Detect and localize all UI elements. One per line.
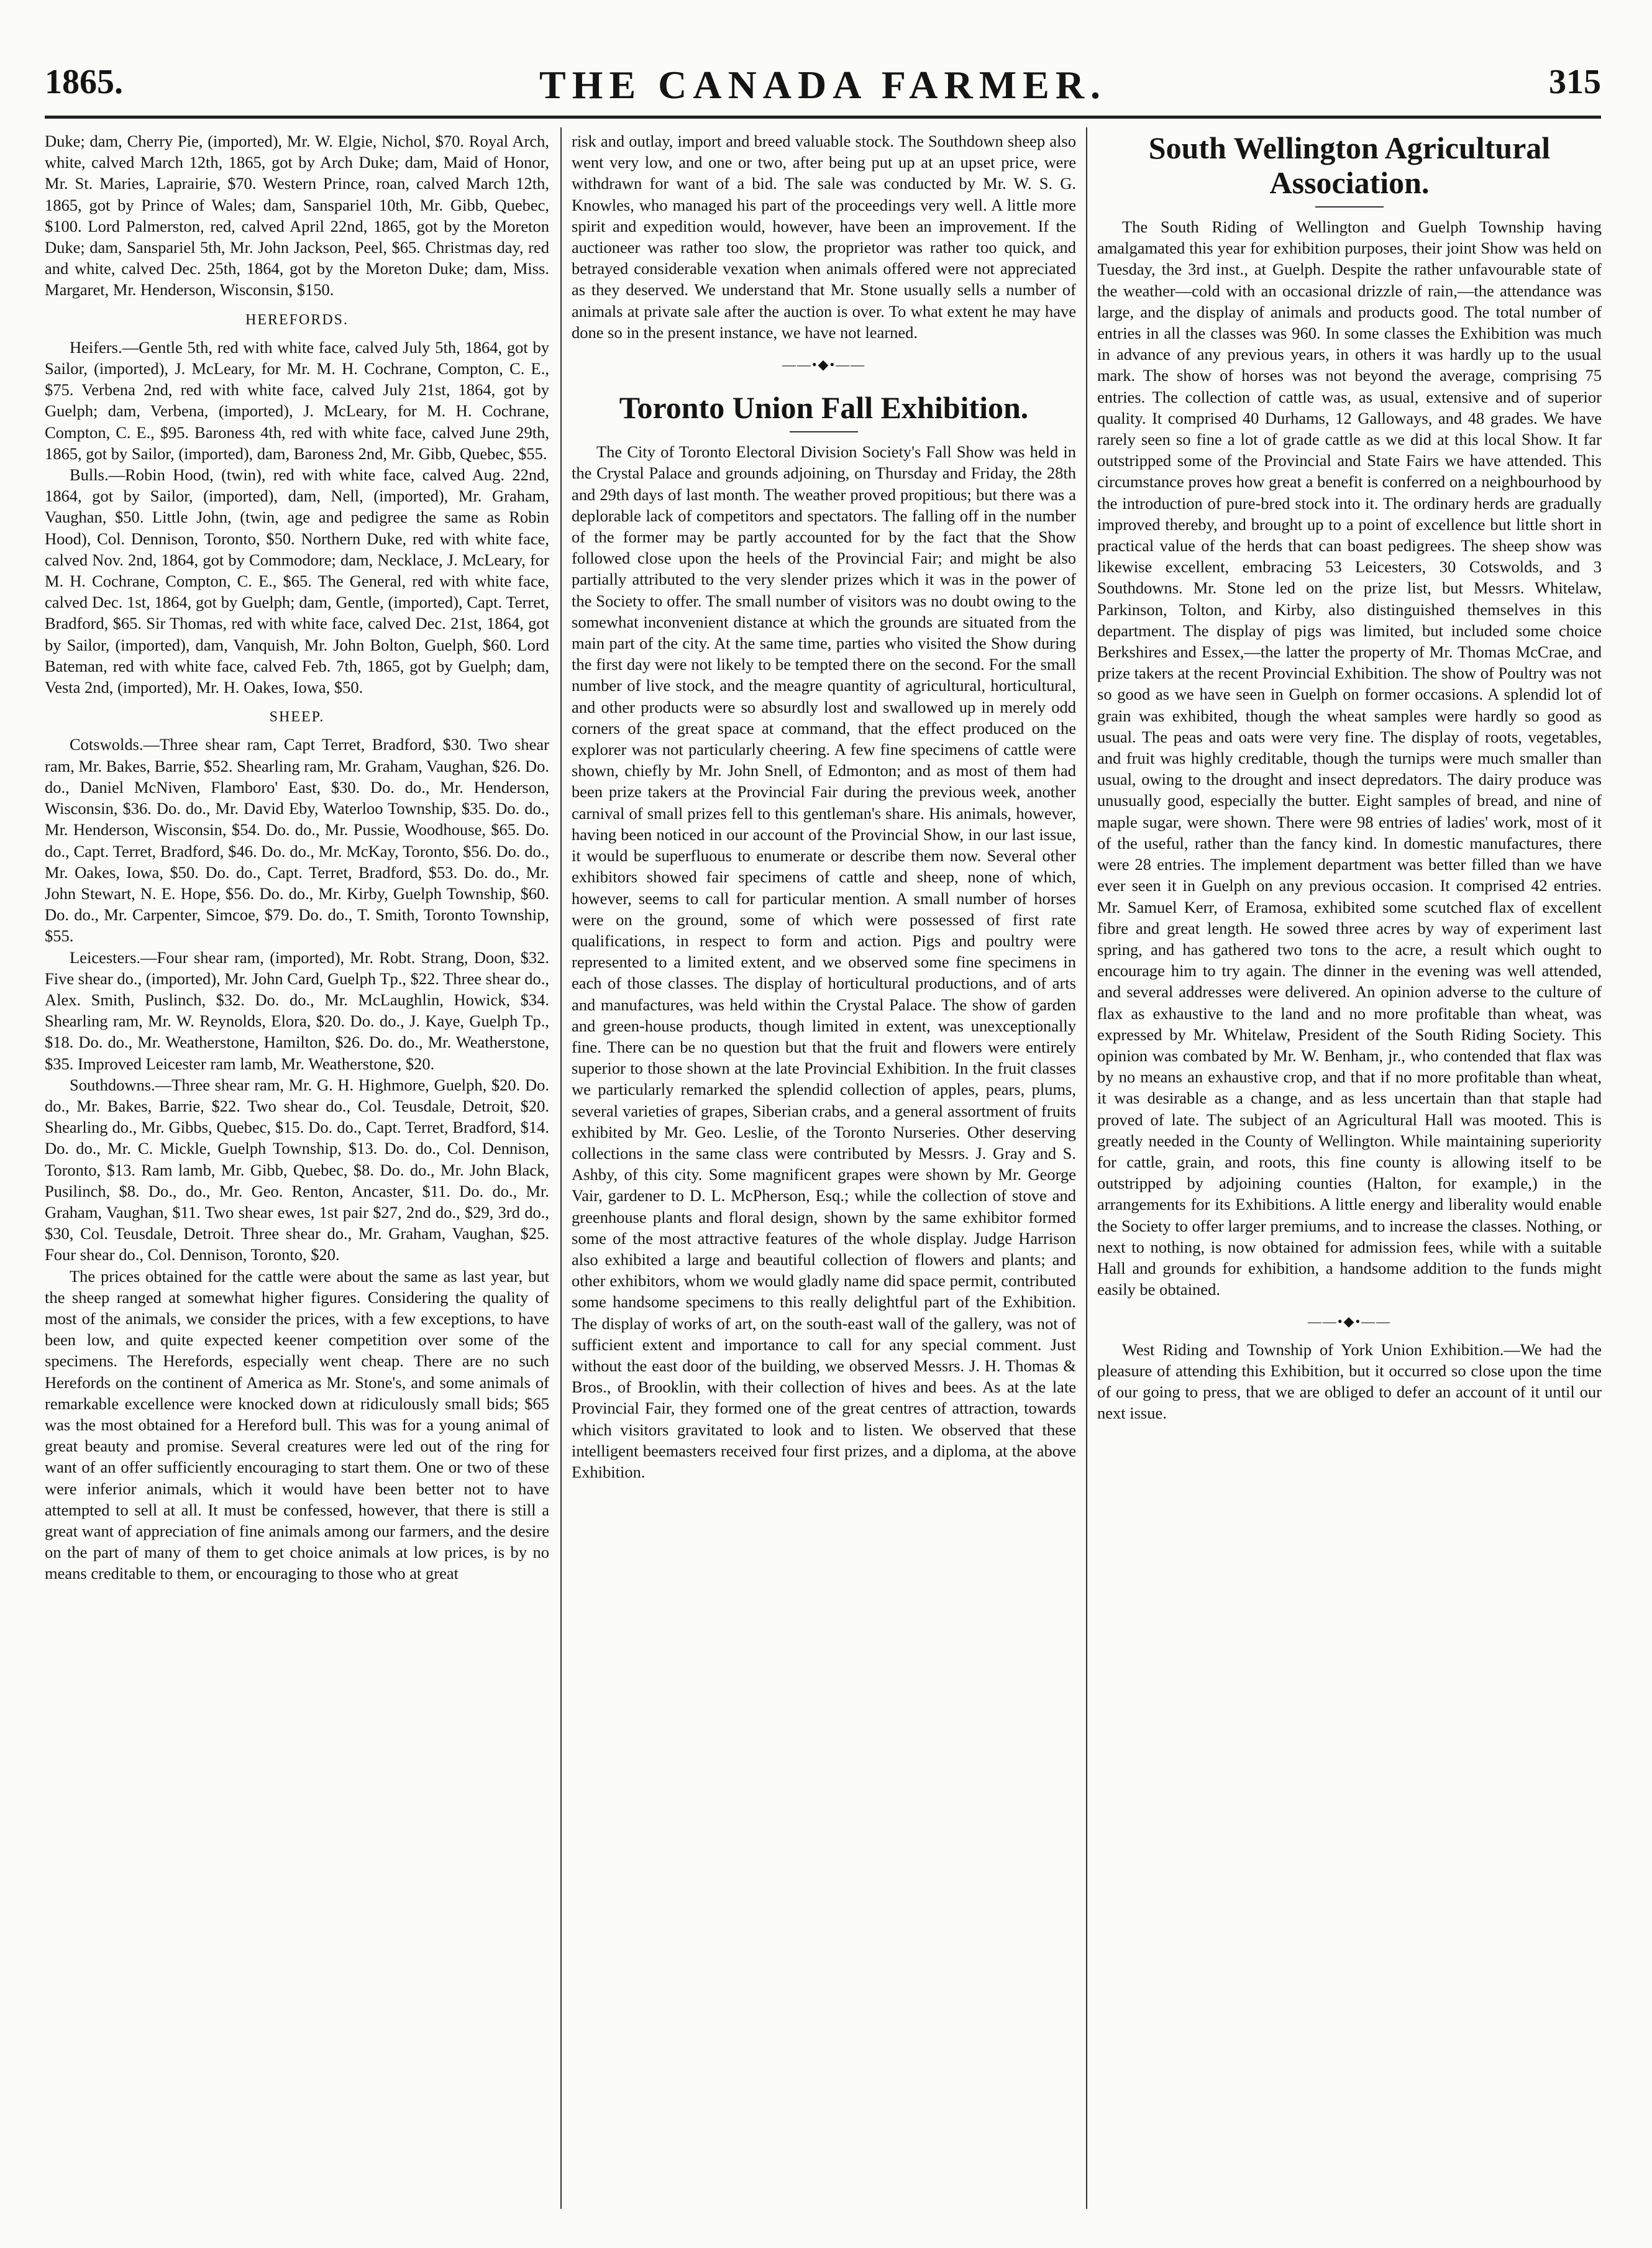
paragraph: West Riding and Township of York Union Exhibition.—We had the pleasure of attending this Exhibition, but it occurred so close upon the time of our going to press, that we are obliged to defer an account of it until our next issue. xyxy=(1097,1340,1602,1423)
paragraph: The City of Toronto Electoral Division Society's Fall Show was held in the Crystal Palace and grounds adjoining, on Thursday and Friday, the 28th and 29th days of last month. The weather proved propitious; but there was a deplorable lack of competitors and spectators. The falling off in the number of the former may be partly accounted for by the fact that the Show followed close upon the heels of the Provincial Fair; and might be also partially attributed to the very slender prizes which it was in the power of the Society to offer. The small number of visitors was no doubt owing to the somewhat inconvenient distance at which the grounds are situated from the main part of the city. At the same time, parties who visited the Show during the first day were not likely to be tempted there on the second. For the small number of live stock, and the meagre quantity of agricultural, horticultural, and other products were so absurdly lost and swallowed up in merely odd corners of the great space at command, that the effect produced on the explorer was not particularly cheering. A few fine specimens of cattle were shown, chiefly by Mr. John Snell, of Edmonton; and as most of them had been prize takers at the Provincial Fair during the previous week, another carnival of small prizes fell to this gentleman's share. His animals, however, having been noticed in our account of the Provincial Show, in our last issue, it would be superfluous to enumerate or describe them now. Several other exhibitors showed fair specimens of cattle and sheep, none of which, however, seems to call for particular mention. A small number of horses were on the ground, some of which were possessed of first rate qualifications, in respect to form and action. Pigs and poultry were represented to a limited extent, and we observed some fine specimens in each of those classes. The display of horticultural productions, and of arts and manufactures, was held within the Crystal Palace. The show of garden and green-house products, though limited in extent, was unexceptionally fine. There can be no question but that the fruit and flowers were entirely superior to those shown at the late Provincial Exhibition. In the fruit classes we particularly remarked the splendid collection of apples, pears, plums, several varieties of grapes, Siberian crabs, and a general assortment of fruits exhibited by Mr. Geo. Leslie, of the Toronto Nurseries. Other deserving collections in the same class were contributed by Messrs. J. Gray and S. Ashby, of this city. Some magnificent grapes were shown by Mr. George Vair, gardener to D. L. McPherson, Esq.; while the collection of stove and greenhouse plants and floral design, shown by the same exhibitor formed some of the most attractive features of the whole display. Judge Harrison also exhibited a large and beautiful collection of flowers and plants; and other exhibitors, whom we would gladly name did space permit, contributed some handsome specimens to this really delightful part of the Exhibition. The display of works of art, on the south-east wall of the gallery, was not of sufficient extent and importance to call for any special comment. Just without the east door of the building, we observed Messrs. J. H. Thomas & Bros., of Brooklin, with their collection of hives and bees. As at the late Provincial Fair, they formed one of the great centres of attraction, towards which visitors gravitated to look and to listen. We observed that these intelligent beemasters received four first prizes, and a diploma, at the above Exhibition. xyxy=(572,442,1076,1481)
paragraph: Southdowns.—Three shear ram, Mr. G. H. Highmore, Guelph, $20. Do. do., Mr. Bakes, Barrie, $22. Two shear do., Col. Teusdale, Detroit, $20. Shearling do., Mr. Gibbs, Quebec, $15. Do. do., Capt. Terret, Bradford, $14. Do. do., Mr. C. Mickle, Guelph Township, $13. Do. do., Col. Dennison, Toronto, $13. Ram lamb, Mr. Gibb, Quebec, $8. Do. do., Mr. John Black, Pusilinch, $8. Do., do., Mr. Geo. Renton, Ancaster, $11. Do. do., Mr. Graham, Vaughan, $11. Two shear ewes, 1st pair $27, 2nd do., $29, 3rd do., $30, Col. Teusdale, Detroit. Three shear do., Mr. Graham, Vaughan, $25. Four shear do., Col. Dennison, Toronto, $20. xyxy=(45,1075,549,1264)
paragraph: risk and outlay, import and breed valuable stock. The Southdown sheep also went very low, and one or two, after being put up at an upset price, were withdrawn for want of a bid. The sale was conducted by Mr. W. S. G. Knowles, who managed his part of the proceedings very well. A little more spirit and expedition would, however, have been an improvement. If the auctioneer was rather too slow, the proprietor was rather too quick, and betrayed considerable vexation when animals offered were not appreciated as they deserved. We understand that Mr. Stone usually sells a number of animals at private sale after the auction is over. To what extent he may have done so in the present instance, we have not learned. xyxy=(572,132,1076,342)
column-divider xyxy=(560,127,562,2209)
paragraph: The prices obtained for the cattle were about the same as last year, but the sheep ranged at somewhat higher figures. Considering the quality of most of the animals, we consider the prices, with a few exceptions, to have been low, and quite expected keener competition over some of the specimens. The Herefords, especially went cheap. There are no such Herefords on the continent of America as Mr. Stone's, and some animals of remarkable excellence were knocked down at ridiculously small bids; $65 was the most obtained for a Hereford bull. This was for a young animal of great beauty and promise. Several creatures were led out of the ring for want of an offer sufficiently encouraging to start them. One or two of these were inferior animals, which it would have been better not to have attempted to sell at all. It must be confessed, however, that there is still a great want of appreciation of fine animals among our farmers, and the desire on the part of many of them to get choice animals at low prices, is by no means creditable to them, or encouraging to those who at great xyxy=(45,1266,549,1583)
ornamental-divider: ——•◆•—— xyxy=(782,357,866,373)
paragraph: Leicesters.—Four shear ram, (imported), Mr. Robt. Strang, Doon, $32. Five shear do., (imported), Mr. John Card, Guelph Tp., $22. Three shear do., Alex. Smith, Puslinch, $32. Do. do., Mr. McLaughlin, Howick, $34. Shearling ram, Mr. W. Reynolds, Elora, $20. Do. do., J. Kaye, Guelph Tp., $18. Do. do., Mr. Weatherstone, Hamilton, $26. Do. do., Mr. Weatherstone, $35. Improved Leicester ram lamb, Mr. Weatherstone, $20. xyxy=(45,948,549,1073)
ornamental-divider: ——•◆•—— xyxy=(1307,1314,1392,1330)
section-subhead-herefords: HEREFORDS. xyxy=(245,311,349,328)
column-2 xyxy=(572,130,1076,2206)
paragraph: The South Riding of Wellington and Guelph Township having amalgamated this year for exhibition purposes, their joint Show was held on Tuesday, the 3rd inst., at Guelph. Despite the rather unfavourable state of the weather—cold with an occasional drizzle of rain,—the attendance was large, and the display of animals and products good. The total number of entries in all the classes was 960. In some classes the Exhibition was much in advance of any previous years, in others it was hardly up to the usual mark. The show of horses was not beyond the average, comprising 75 entries. The collection of cattle was, as usual, extensive and of superior quality. It comprised 40 Durhams, 12 Galloways, and 48 grades. We have rarely seen so fine a lot of grade cattle as we did at this local Show. It far outstripped some of the Provincial and State Fairs we have attended. This circumstance proves how great a benefit is conferred on a neighbourhood by the introduction of pure-bred stock into it. The ordinary herds are gradually improved thereby, and brought up to a point of excellence but little short in practical value of the herds that can boast pedigrees. The sheep show was likewise excellent, embracing 53 Leicesters, 30 Cotswolds, and 3 Southdowns. Mr. Stone led on the prize list, but Messrs. Whitelaw, Parkinson, Tolton, and Kirby, also distinguished themselves in this department. The display of pigs was limited, but included some choice Berkshires and Essex,—the latter the property of Mr. Thomas McCrae, and prize takers at the recent Provincial Exhibition. The show of Poultry was not so good as we have seen in Guelph on former occasions. A splendid lot of grain was exhibited, though the wheat samples were hardly so good as usual. The peas and oats were very fine. The display of roots, vegetables, and fruit was highly creditable, though the turnips were much smaller than usual, owing to the drought and insect depredators. The dairy produce was unusually good, especially the butter. Eight samples of bread, and nine of maple sugar, were shown. There were 98 entries of ladies' work, most of it of the useful, rather than the fancy kind. In domestic manufactures, there were 28 entries. The implement department was better filled than we have ever seen it in Guelph on any previous occasion. It comprised 42 entries. Mr. Samuel Kerr, of Eramosa, exhibited some scutched flax of excellent fibre and great length. He sowed three acres by way of experiment last spring, and has gathered two tons to the acre, a result which ought to encourage him to try again. The dinner in the evening was well attended, and several addresses were delivered. An opinion adverse to the culture of flax as exhaustive to the land and no more profitable than wheat, was expressed by Mr. Whitelaw, President of the South Riding Society. This opinion was combated by Mr. W. Benham, jr., who contended that flax was by no means an exhaustive crop, and that if no more profitable than wheat, it was desirable as a change, and as less uncertain than that staple had proved of late. The subject of an Agricultural Hall was mooted. This is greatly needed in the County of Wellington. While maintaining superiority for cattle, grain, and roots, this fine county is allowing itself to be outstripped by adjoining counties (Halton, for example,) in the arrangements for its Exhibitions. A little energy and liberality would enable the Society to offer larger premiums, and to increase the classes. Nothing, or next to nothing, is now obtained for admission fees, while with a suitable Hall and grounds for exhibition, a handsome addition to the funds might easily be obtained. xyxy=(1097,217,1602,1299)
paragraph: Bulls.—Robin Hood, (twin), red with white face, calved Aug. 22nd, 1864, got by Sailor, (imported), dam, Nell, (imported), Mr. Graham, Vaughan, $50. Little John, (twin, age and pedigree the same as Robin Hood), Col. Dennison, Toronto, $50. Northern Duke, red with white face, calved Nov. 2nd, 1864, got by Commodore; dam, Necklace, J. McLeary, for M. H. Cochrane, Compton, C. E., $65. The General, red with white face, calved Dec. 1st, 1864, got by Guelph; dam, Gentle, (imported), Capt. Terret, Bradford, $65. Sir Thomas, red with white face, calved Dec. 21st, 1864, got by Sailor, (imported), dam, Vanquish, Mr. John Bolton, Guelph, $60. Lord Bateman, red with white face, calved Feb. 7th, 1865, got by Guelph; dam, Vesta 2nd, (imported), Mr. H. Oakes, Iowa, $50. xyxy=(45,465,549,697)
article-heading: South Wellington Agricultural Association. xyxy=(1148,130,1551,200)
column-divider xyxy=(1086,127,1087,2209)
page-number: 315 xyxy=(1549,63,1601,101)
heading-rule xyxy=(1315,206,1384,208)
column-1 xyxy=(45,130,549,2206)
masthead-title: THE CANADA FARMER. xyxy=(539,63,1107,107)
paragraph: Cotswolds.—Three shear ram, Capt Terret, Bradford, $30. Two shear ram, Mr. Bakes, Barrie, $52. Shearling ram, Mr. Graham, Vaughan, $26. Do. do., Daniel McNiven, Flamboro' East, $30. Do. do., Mr. Henderson, Wisconsin, $36. Do. do., Mr. David Eby, Waterloo Township, $35. Do. do., Mr. Henderson, Wisconsin, $54. Do. do., Mr. Pussie, Woodhouse, $65. Do. do., Capt. Terret, Bradford, $46. Do. do., Mr. McKay, Toronto, $56. Do. do., Mr. Oakes, Iowa, $50. Do. do., Capt. Terret, Bradford, $53. Do. do., Mr. John Stewart, N. E. Hope, $56. Do. do., Mr. Kirby, Guelph Township, $60. Do. do., Mr. Carpenter, Simcoe, $79. Do. do., T. Smith, Toronto Township, $55. xyxy=(45,735,549,946)
masthead-rule xyxy=(45,116,1601,119)
article-heading: Toronto Union Fall Exhibition. xyxy=(619,390,1029,426)
heading-rule xyxy=(790,431,858,432)
masthead-year: 1865. xyxy=(45,63,123,101)
section-subhead-sheep: SHEEP. xyxy=(269,709,325,726)
paragraph: Heifers.—Gentle 5th, red with white face, calved July 5th, 1864, got by Sailor, (imported), J. McLeary, for Mr. M. H. Cochrane, Compton, C. E., $75. Verbena 2nd, red with white face, calved July 21st, 1864, got by Guelph; dam, Verbena, (imported), J. McLeary, for M. H. Cochrane, Compton, C. E., $95. Baroness 4th, red with white face, calved June 29th, 1865, got by Sailor, (imported), dam, Baroness 2nd, Mr. Gibb, Quebec, $55. xyxy=(45,337,549,463)
column-3 xyxy=(1097,130,1602,2206)
masthead xyxy=(45,62,1601,118)
paragraph: Duke; dam, Cherry Pie, (imported), Mr. W. Elgie, Nichol, $70. Royal Arch, white, calved March 12th, 1865, got by Arch Duke; dam, Maid of Honor, Mr. St. Maries, Laprairie, $70. Western Prince, roan, calved March 12th, 1865, got by Prince of Wales; dam, Sanspariel 10th, Mr. Gibb, Quebec, $100. Lord Palmerston, red, calved April 22nd, 1865, got by the Moreton Duke; dam, Sanspariel 5th, Mr. John Jackson, Peel, $65. Christmas day, red and white, calved Dec. 25th, 1864, got by the Moreton Duke; dam, Miss. Margaret, Mr. Henderson, Wisconsin, $150. xyxy=(45,132,549,299)
